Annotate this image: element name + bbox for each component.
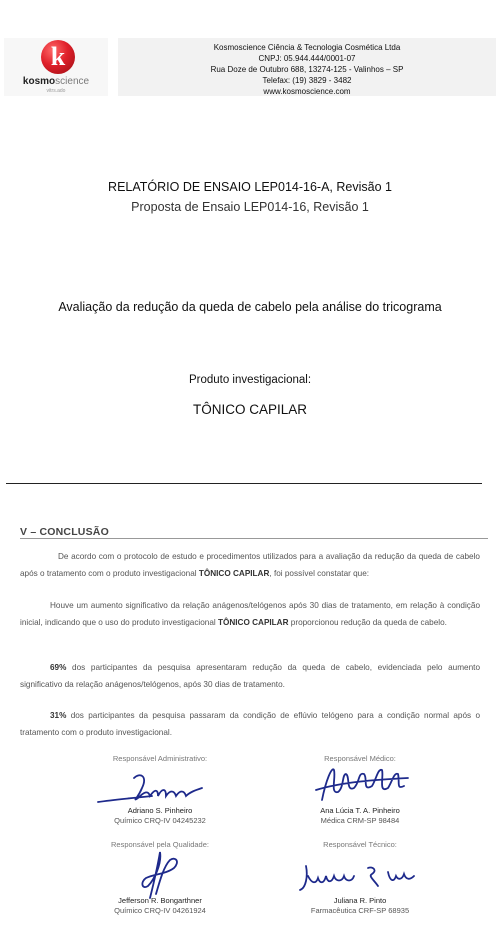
signature-technical-icon	[298, 862, 418, 896]
company-name: Kosmoscience Ciência & Tecnologia Cosmética Ltda	[213, 43, 401, 52]
logo-brand-light: science	[55, 76, 90, 87]
product-highlight: TÔNICO CAPILAR	[198, 568, 270, 578]
signature-name-technical: Juliana R. Pinto	[333, 896, 387, 905]
signature-name-quality: Jefferson R. Bongarthner	[118, 896, 202, 905]
signature-role-medical: Responsável Médico:	[324, 754, 396, 763]
conclusion-paragraph-3: 69% dos participantes da pesquisa apresentaram redução da queda de cabelo, evidenciada pelo aumento significativo da relação anágenos/telógenos, após 30 dias de tratamento.	[20, 663, 480, 689]
product-label: Produto investigacional:	[188, 374, 312, 386]
logo-brand-bold: kosmo	[22, 76, 56, 87]
company-cnpj: CNPJ: 05.944.444/0001-07	[258, 54, 356, 63]
signature-registration-admin: Químico CRQ-IV 04245232	[114, 816, 206, 825]
company-website: www.kosmoscience.com	[263, 87, 351, 96]
company-phone: Telefax: (19) 3829 - 3482	[262, 76, 352, 85]
conclusion-paragraph-1: De acordo com o protocolo de estudo e procedimentos utilizados para a avaliação da redução da queda de cabelo após o tratamento com o produto investigacional TÔNICO CAPILAR, foi possível constatar que:	[20, 552, 480, 578]
letterhead	[0, 36, 500, 98]
proposal-title: Proposta de Ensaio LEP014-16, Revisão 1	[131, 200, 369, 214]
company-info	[118, 38, 496, 96]
product-highlight: TÔNICO CAPILAR	[218, 617, 289, 627]
signature-medical-icon	[312, 760, 412, 810]
divider	[6, 483, 482, 484]
percentage-highlight: 69%	[50, 663, 67, 672]
company-address: Rua Doze de Outubro 688, 13274-125 - Valinhos – SP	[210, 65, 404, 74]
logo-mark: k	[50, 42, 66, 71]
percentage-highlight: 31%	[50, 711, 67, 720]
signature-role-quality: Responsável pela Qualidade:	[111, 840, 209, 849]
section-rule	[20, 538, 488, 539]
signature-admin-icon	[92, 768, 212, 810]
signature-name-admin: Adriano S. Pinheiro	[127, 806, 193, 815]
signature-registration-technical: Farmacêutica CRF-SP 68935	[310, 906, 410, 915]
signature-role-admin: Responsável Administrativo:	[112, 754, 208, 763]
product-name: TÔNICO CAPILAR	[192, 402, 308, 417]
report-title: RELATÓRIO DE ENSAIO LEP014-16-A, Revisão 1	[108, 180, 392, 194]
signature-role-technical: Responsável Técnico:	[323, 840, 397, 849]
logo-wordmark	[4, 76, 108, 88]
evaluation-title: Avaliação da redução da queda de cabelo pela análise do tricograma	[58, 300, 442, 314]
section-title: V – CONCLUSÃO	[20, 526, 109, 538]
conclusion-paragraph-2: Houve um aumento significativo da relação anágenos/telógenos após 30 dias de tratamento, em relação à condição inicial, indicando que o uso do produto investigacional TÔNICO CAPILAR proporcionou redução da queda de cabelo.	[20, 601, 480, 627]
company-logo	[4, 38, 108, 96]
signature-quality-icon	[130, 846, 190, 902]
signature-name-medical: Ana Lúcia T. A. Pinheiro	[320, 806, 400, 815]
logo-tagline: vitrs.ado	[46, 88, 66, 94]
signature-registration-medical: Médica CRM-SP 98484	[320, 816, 400, 825]
signature-registration-quality: Químico CRQ-IV 04261924	[114, 906, 206, 915]
logo-sphere-icon	[41, 40, 75, 74]
conclusion-paragraph-4: 31% dos participantes da pesquisa passaram da condição de eflúvio telógeno para a condição normal após o tratamento com o produto investigacional.	[20, 711, 480, 737]
